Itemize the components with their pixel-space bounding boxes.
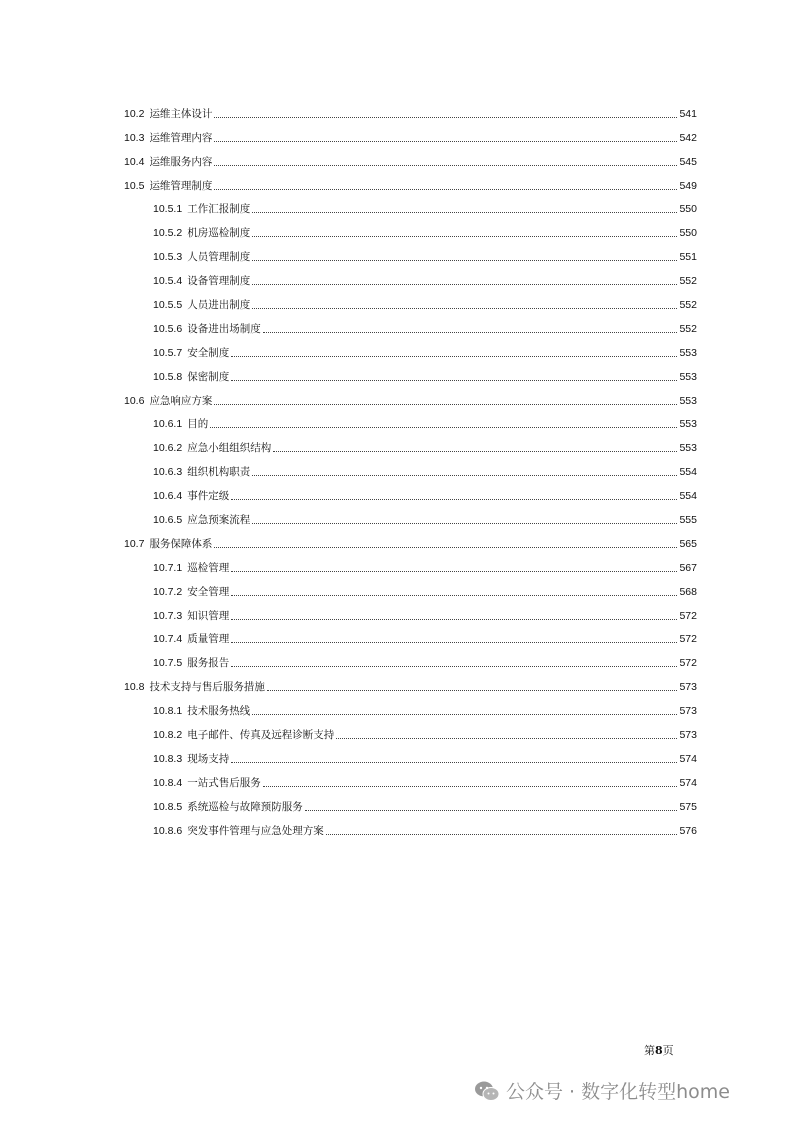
toc-dot-leader: [336, 738, 677, 739]
toc-entry-title: 应急响应方案: [149, 394, 213, 407]
toc-dot-leader: [326, 834, 678, 835]
toc-dot-leader: [231, 380, 677, 381]
toc-entry-title: 安全管理: [187, 585, 230, 598]
toc-entry[interactable]: [124, 314, 697, 338]
toc-entry-page: 567: [679, 561, 697, 574]
toc-entry[interactable]: [124, 171, 697, 195]
toc-dot-leader: [252, 308, 677, 309]
toc-entry-number: 10.7.2: [153, 585, 183, 598]
toc-entry-title: 目的: [187, 418, 209, 431]
toc-entry-title: 机房巡检制度: [187, 227, 251, 240]
toc-entry-page: 553: [679, 418, 697, 431]
toc-dot-leader: [231, 642, 677, 643]
toc-entry-page: 555: [679, 514, 697, 527]
toc-entry-page: 553: [679, 370, 697, 383]
toc-entry-title: 服务报告: [187, 657, 230, 670]
toc-dot-leader: [210, 427, 677, 428]
toc-dot-leader: [231, 619, 677, 620]
toc-entry-title: 技术支持与售后服务措施: [149, 681, 265, 694]
toc-entry-number: 10.6: [124, 394, 145, 407]
toc-entry[interactable]: [124, 457, 697, 481]
toc-entry-page: 573: [679, 681, 697, 694]
toc-entry-number: 10.6.4: [153, 490, 183, 503]
toc-entry-number: 10.7.1: [153, 561, 183, 574]
toc-entry-title: 人员管理制度: [187, 251, 251, 264]
toc-entry-page: 550: [679, 203, 697, 216]
toc-entry[interactable]: [124, 625, 697, 649]
toc-entry-title: 设备管理制度: [187, 275, 251, 288]
toc-entry-title: 运维服务内容: [149, 155, 213, 168]
toc-entry-number: 10.5.3: [153, 251, 183, 264]
toc-entry[interactable]: [124, 386, 697, 410]
watermark-text: 公众号 · 数字化转型home: [506, 1081, 730, 1103]
toc-entry-number: 10.8.2: [153, 729, 183, 742]
toc-entry-number: 10.5.2: [153, 227, 183, 240]
toc-entry-title: 组织机构职责: [187, 466, 251, 479]
toc-entry-page: 550: [679, 227, 697, 240]
toc-entry-title: 设备进出场制度: [187, 322, 261, 335]
footer-page-number: 8: [655, 1044, 663, 1057]
toc-entry-title: 事件定级: [187, 490, 230, 503]
toc-entry-page: 551: [679, 251, 697, 264]
toc-dot-leader: [263, 786, 678, 787]
toc-entry-page: 576: [679, 824, 697, 837]
toc-entry-number: 10.5: [124, 179, 145, 192]
toc-entry[interactable]: [124, 290, 697, 314]
toc-entry[interactable]: [124, 195, 697, 219]
toc-entry-page: 553: [679, 346, 697, 359]
toc-entry-title: 人员进出制度: [187, 299, 251, 312]
toc-entry-number: 10.6.2: [153, 442, 183, 455]
toc-entry-page: 572: [679, 609, 697, 622]
toc-entry[interactable]: [124, 481, 697, 505]
toc-entry-page: 553: [679, 394, 697, 407]
toc-entry[interactable]: [124, 648, 697, 672]
toc-dot-leader: [231, 499, 677, 500]
page-footer: [644, 1042, 674, 1058]
toc-dot-leader: [231, 571, 677, 572]
toc-entry-page: 554: [679, 466, 697, 479]
toc-dot-leader: [263, 332, 678, 333]
toc-entry[interactable]: [124, 99, 697, 123]
toc-entry-title: 运维主体设计: [149, 107, 213, 120]
toc-entry-number: 10.5.6: [153, 322, 183, 335]
toc-dot-leader: [214, 189, 677, 190]
toc-entry-page: 542: [679, 131, 697, 144]
toc-entry-number: 10.8.3: [153, 752, 183, 765]
toc-entry-title: 突发事件管理与应急处理方案: [187, 824, 324, 837]
toc-entry[interactable]: [124, 672, 697, 696]
toc-entry-page: 552: [679, 322, 697, 335]
toc-dot-leader: [214, 141, 677, 142]
toc-entry-title: 知识管理: [187, 609, 230, 622]
toc-entry-page: 568: [679, 585, 697, 598]
toc-entry[interactable]: [124, 696, 697, 720]
toc-entry[interactable]: [124, 362, 697, 386]
toc-entry-title: 应急小组组织结构: [187, 442, 272, 455]
toc-entry-page: 552: [679, 299, 697, 312]
toc-entry-page: 553: [679, 442, 697, 455]
toc-entry[interactable]: [124, 792, 697, 816]
wechat-icon: [474, 1080, 500, 1102]
toc-entry-page: 565: [679, 537, 697, 550]
toc-entry-number: 10.7.5: [153, 657, 183, 670]
toc-entry[interactable]: [124, 553, 697, 577]
toc-entry-title: 工作汇报制度: [187, 203, 251, 216]
toc-entry-page: 573: [679, 729, 697, 742]
toc-entry-number: 10.8.5: [153, 800, 183, 813]
toc-entry-number: 10.6.1: [153, 418, 183, 431]
toc-entry[interactable]: [124, 338, 697, 362]
toc-dot-leader: [231, 356, 677, 357]
toc-entry-page: 572: [679, 633, 697, 646]
toc-entry[interactable]: [124, 720, 697, 744]
toc-dot-leader: [252, 714, 677, 715]
toc-entry[interactable]: [124, 577, 697, 601]
toc-entry[interactable]: [124, 218, 697, 242]
toc-dot-leader: [252, 284, 677, 285]
toc-entry-number: 10.5.1: [153, 203, 183, 216]
toc-entry[interactable]: [124, 816, 697, 840]
toc-dot-leader: [214, 547, 677, 548]
toc-entry-page: 549: [679, 179, 697, 192]
toc-entry-title: 现场支持: [187, 752, 230, 765]
toc-entry-title: 电子邮件、传真及远程诊断支持: [187, 729, 335, 742]
toc-entry-number: 10.8.1: [153, 705, 183, 718]
toc-entry-page: 574: [679, 776, 697, 789]
toc-entry[interactable]: [124, 266, 697, 290]
toc-entry-number: 10.7: [124, 537, 145, 550]
toc-entry-title: 运维管理制度: [149, 179, 213, 192]
toc-entry-title: 技术服务热线: [187, 705, 251, 718]
toc-dot-leader: [214, 165, 677, 166]
toc-dot-leader: [214, 404, 677, 405]
toc-entry-number: 10.8.4: [153, 776, 183, 789]
toc-entry-page: 573: [679, 705, 697, 718]
toc-dot-leader: [214, 117, 677, 118]
toc-entry-title: 安全制度: [187, 346, 230, 359]
toc-dot-leader: [252, 212, 677, 213]
toc-dot-leader: [267, 690, 678, 691]
toc-entry[interactable]: [124, 433, 697, 457]
toc-dot-leader: [252, 523, 677, 524]
toc-entry-page: 572: [679, 657, 697, 670]
toc-entry[interactable]: [124, 147, 697, 171]
toc-entry[interactable]: [124, 410, 697, 434]
toc-entry-number: 10.7.3: [153, 609, 183, 622]
toc-entry-number: 10.3: [124, 131, 145, 144]
toc-entry[interactable]: [124, 529, 697, 553]
toc-dot-leader: [252, 475, 677, 476]
toc-dot-leader: [231, 762, 677, 763]
toc-entry-page: 545: [679, 155, 697, 168]
toc-dot-leader: [252, 260, 677, 261]
toc-entry-title: 运维管理内容: [149, 131, 213, 144]
toc-entry-page: 574: [679, 752, 697, 765]
toc-entry-title: 巡检管理: [187, 561, 230, 574]
toc-entry[interactable]: [124, 242, 697, 266]
toc-entry-number: 10.5.8: [153, 370, 183, 383]
toc-dot-leader: [273, 451, 677, 452]
footer-suffix: 页: [662, 1044, 674, 1057]
toc-entry-page: 554: [679, 490, 697, 503]
toc-entry-number: 10.7.4: [153, 633, 183, 646]
toc-dot-leader: [231, 666, 677, 667]
toc-entry-number: 10.6.5: [153, 514, 183, 527]
toc-entry-number: 10.8.6: [153, 824, 183, 837]
toc-entry-title: 质量管理: [187, 633, 230, 646]
toc-entry-title: 系统巡检与故障预防服务: [187, 800, 303, 813]
toc-entry-page: 541: [679, 107, 697, 120]
toc-entry-number: 10.5.7: [153, 346, 183, 359]
toc-entry[interactable]: [124, 744, 697, 768]
toc-entry-number: 10.4: [124, 155, 145, 168]
toc-dot-leader: [305, 810, 678, 811]
toc-dot-leader: [252, 236, 677, 237]
toc-entry[interactable]: [124, 123, 697, 147]
toc-entry-title: 服务保障体系: [149, 537, 213, 550]
table-of-contents: [124, 99, 697, 840]
toc-entry-number: 10.8: [124, 681, 145, 694]
toc-entry[interactable]: [124, 601, 697, 625]
toc-entry[interactable]: [124, 505, 697, 529]
watermark: [474, 1077, 730, 1104]
toc-entry-number: 10.2: [124, 107, 145, 120]
toc-entry-number: 10.5.4: [153, 275, 183, 288]
toc-entry-number: 10.6.3: [153, 466, 183, 479]
toc-dot-leader: [231, 595, 677, 596]
toc-entry-page: 552: [679, 275, 697, 288]
toc-entry-page: 575: [679, 800, 697, 813]
toc-entry-title: 应急预案流程: [187, 514, 251, 527]
toc-entry[interactable]: [124, 768, 697, 792]
footer-prefix: 第: [644, 1044, 655, 1057]
toc-entry-title: 保密制度: [187, 370, 230, 383]
toc-entry-title: 一站式售后服务: [187, 776, 261, 789]
toc-entry-number: 10.5.5: [153, 299, 183, 312]
